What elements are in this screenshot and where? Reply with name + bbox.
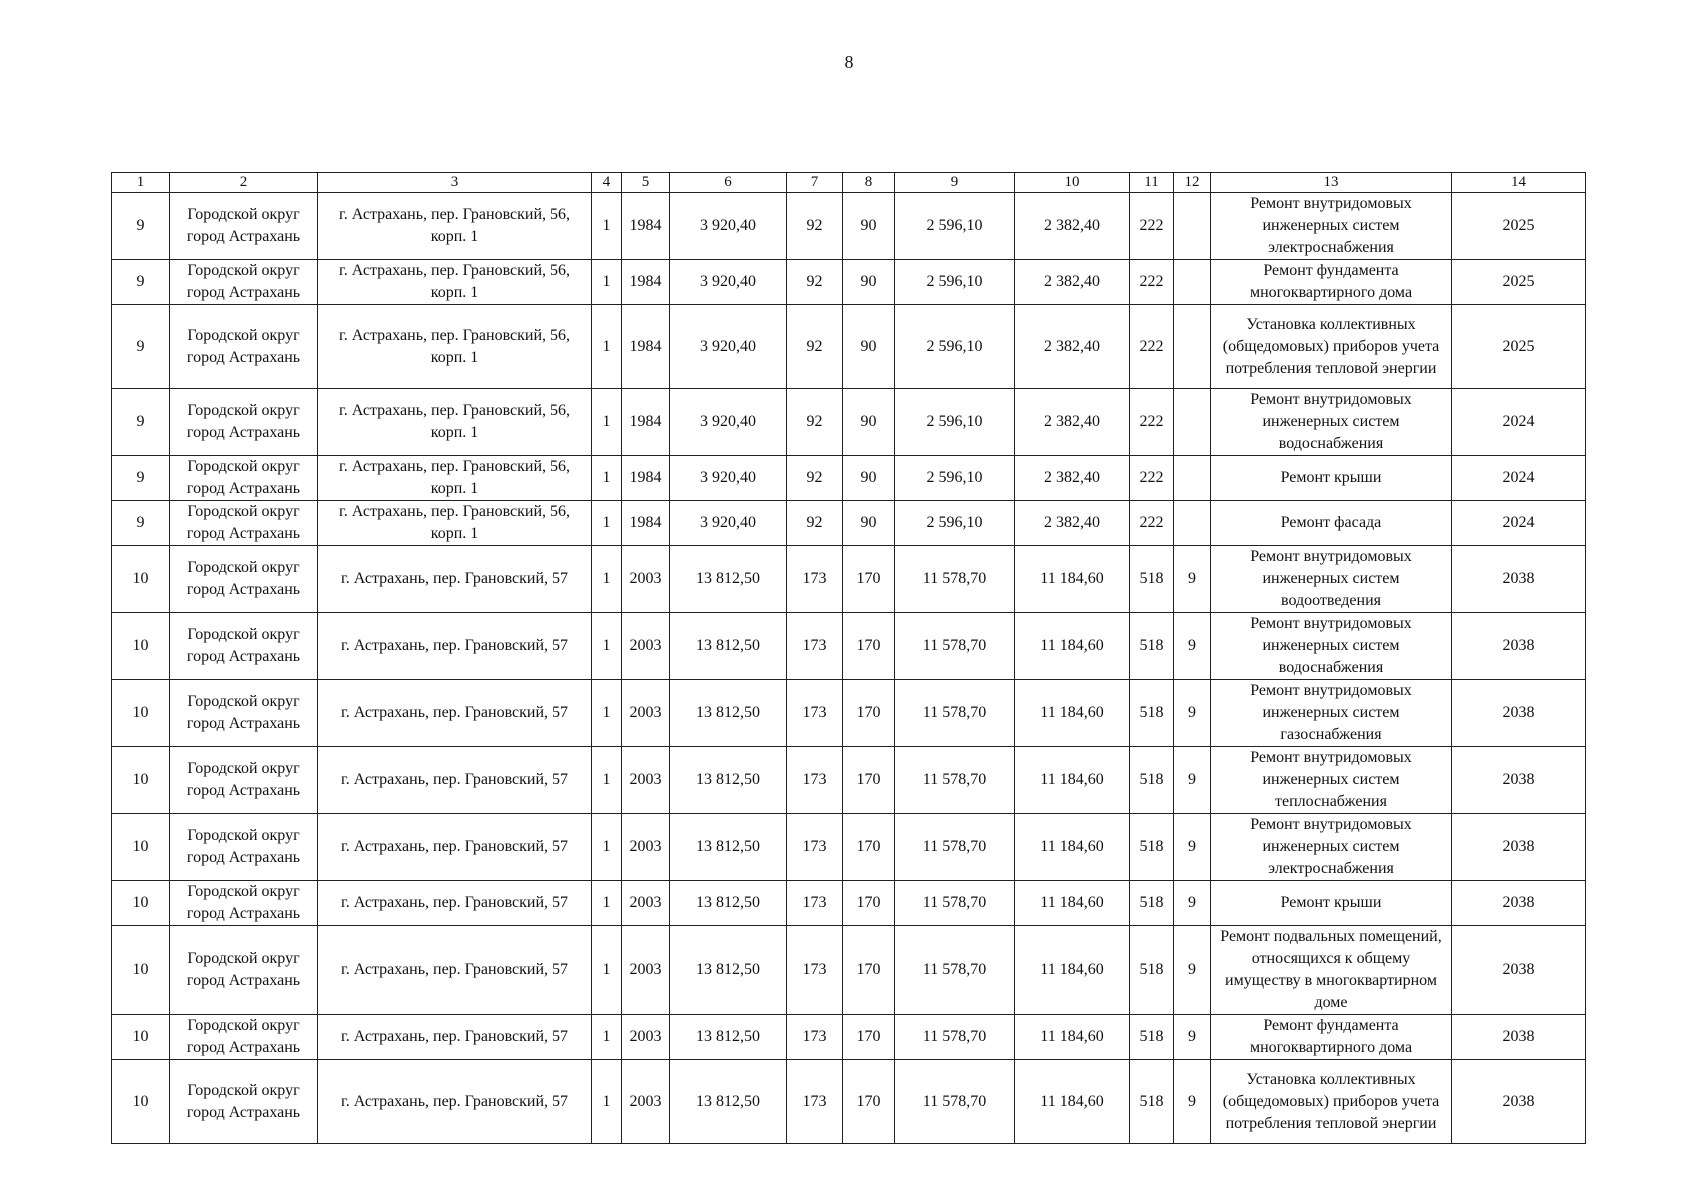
- col-7-cell: 173: [787, 881, 843, 926]
- object-number-cell: 10: [112, 613, 170, 680]
- municipality-cell: Городской округ город Астрахань: [170, 193, 318, 260]
- col-9-cell: 2 596,10: [895, 389, 1015, 456]
- col-9-cell: 11 578,70: [895, 680, 1015, 747]
- col-8-cell: 90: [843, 260, 895, 305]
- col-8-cell: 90: [843, 305, 895, 389]
- address-cell: г. Астрахань, пер. Грановский, 57: [318, 1060, 592, 1144]
- work-type-cell: Ремонт внутридомовых инженерных систем водоснабжения: [1211, 389, 1452, 456]
- municipality-cell: Городской округ город Астрахань: [170, 747, 318, 814]
- residents-cell: 222: [1130, 456, 1174, 501]
- municipality-cell: Городской округ город Астрахань: [170, 456, 318, 501]
- municipality-cell: Городской округ город Астрахань: [170, 305, 318, 389]
- column-header-4: 4: [592, 173, 622, 193]
- municipality-cell: Городской округ город Астрахань: [170, 881, 318, 926]
- col-4-cell: 1: [592, 305, 622, 389]
- col-9-cell: 2 596,10: [895, 260, 1015, 305]
- address-cell: г. Астрахань, пер. Грановский, 57: [318, 1015, 592, 1060]
- year-built-cell: 1984: [622, 193, 670, 260]
- planned-year-cell: 2038: [1452, 680, 1586, 747]
- table-row: [112, 814, 1586, 881]
- col-8-cell: 170: [843, 747, 895, 814]
- column-header-1: 1: [112, 173, 170, 193]
- col-12-cell: [1174, 260, 1211, 305]
- total-area-cell: 3 920,40: [670, 305, 787, 389]
- object-number-cell: 9: [112, 305, 170, 389]
- work-type-cell: Ремонт фундамента многоквартирного дома: [1211, 1015, 1452, 1060]
- work-type-cell: Ремонт подвальных помещений, относящихся к общему имуществу в многоквартирном доме: [1211, 926, 1452, 1015]
- municipality-cell: Городской округ город Астрахань: [170, 1015, 318, 1060]
- column-header-3: 3: [318, 173, 592, 193]
- planned-year-cell: 2038: [1452, 881, 1586, 926]
- address-cell: г. Астрахань, пер. Грановский, 56, корп. 1: [318, 260, 592, 305]
- planned-year-cell: 2038: [1452, 613, 1586, 680]
- col-10-cell: 11 184,60: [1015, 1060, 1130, 1144]
- col-4-cell: 1: [592, 260, 622, 305]
- col-12-cell: 9: [1174, 747, 1211, 814]
- col-12-cell: 9: [1174, 680, 1211, 747]
- municipality-cell: Городской округ город Астрахань: [170, 260, 318, 305]
- object-number-cell: 9: [112, 193, 170, 260]
- col-8-cell: 170: [843, 546, 895, 613]
- object-number-cell: 9: [112, 260, 170, 305]
- col-10-cell: 2 382,40: [1015, 260, 1130, 305]
- column-header-2: 2: [170, 173, 318, 193]
- work-type-cell: Установка коллективных (общедомовых) приборов учета потребления тепловой энергии: [1211, 305, 1452, 389]
- object-number-cell: 10: [112, 926, 170, 1015]
- address-cell: г. Астрахань, пер. Грановский, 57: [318, 747, 592, 814]
- year-built-cell: 2003: [622, 613, 670, 680]
- planned-year-cell: 2024: [1452, 456, 1586, 501]
- address-cell: г. Астрахань, пер. Грановский, 56, корп. 1: [318, 389, 592, 456]
- col-8-cell: 170: [843, 1015, 895, 1060]
- work-type-cell: Ремонт фасада: [1211, 501, 1452, 546]
- address-cell: г. Астрахань, пер. Грановский, 57: [318, 881, 592, 926]
- col-4-cell: 1: [592, 546, 622, 613]
- address-cell: г. Астрахань, пер. Грановский, 57: [318, 546, 592, 613]
- table-row: [112, 613, 1586, 680]
- year-built-cell: 2003: [622, 1015, 670, 1060]
- table-row: [112, 546, 1586, 613]
- total-area-cell: 3 920,40: [670, 193, 787, 260]
- col-7-cell: 173: [787, 1015, 843, 1060]
- planned-year-cell: 2038: [1452, 814, 1586, 881]
- col-10-cell: 2 382,40: [1015, 305, 1130, 389]
- col-12-cell: [1174, 193, 1211, 260]
- year-built-cell: 2003: [622, 546, 670, 613]
- table-row: [112, 456, 1586, 501]
- col-4-cell: 1: [592, 747, 622, 814]
- residents-cell: 518: [1130, 747, 1174, 814]
- residents-cell: 518: [1130, 680, 1174, 747]
- address-cell: г. Астрахань, пер. Грановский, 56, корп. 1: [318, 305, 592, 389]
- col-12-cell: [1174, 305, 1211, 389]
- address-cell: г. Астрахань, пер. Грановский, 56, корп. 1: [318, 501, 592, 546]
- column-header-12: 12: [1174, 173, 1211, 193]
- total-area-cell: 13 812,50: [670, 926, 787, 1015]
- column-header-13: 13: [1211, 173, 1452, 193]
- column-header-14: 14: [1452, 173, 1586, 193]
- object-number-cell: 10: [112, 546, 170, 613]
- col-12-cell: 9: [1174, 613, 1211, 680]
- municipality-cell: Городской округ город Астрахань: [170, 680, 318, 747]
- table-row: [112, 881, 1586, 926]
- year-built-cell: 2003: [622, 814, 670, 881]
- col-7-cell: 92: [787, 501, 843, 546]
- col-7-cell: 173: [787, 814, 843, 881]
- object-number-cell: 10: [112, 814, 170, 881]
- residents-cell: 222: [1130, 389, 1174, 456]
- table-row: [112, 260, 1586, 305]
- work-type-cell: Установка коллективных (общедомовых) приборов учета потребления тепловой энергии: [1211, 1060, 1452, 1144]
- year-built-cell: 2003: [622, 680, 670, 747]
- column-header-5: 5: [622, 173, 670, 193]
- total-area-cell: 13 812,50: [670, 613, 787, 680]
- col-9-cell: 11 578,70: [895, 881, 1015, 926]
- col-9-cell: 11 578,70: [895, 613, 1015, 680]
- col-12-cell: 9: [1174, 1015, 1211, 1060]
- col-4-cell: 1: [592, 389, 622, 456]
- table-row: [112, 389, 1586, 456]
- municipality-cell: Городской округ город Астрахань: [170, 814, 318, 881]
- residents-cell: 518: [1130, 1015, 1174, 1060]
- planned-year-cell: 2038: [1452, 747, 1586, 814]
- total-area-cell: 13 812,50: [670, 1015, 787, 1060]
- municipality-cell: Городской округ город Астрахань: [170, 389, 318, 456]
- column-number-row: [112, 173, 1586, 193]
- total-area-cell: 3 920,40: [670, 456, 787, 501]
- column-header-8: 8: [843, 173, 895, 193]
- col-4-cell: 1: [592, 814, 622, 881]
- year-built-cell: 2003: [622, 926, 670, 1015]
- col-9-cell: 2 596,10: [895, 193, 1015, 260]
- col-4-cell: 1: [592, 926, 622, 1015]
- total-area-cell: 3 920,40: [670, 389, 787, 456]
- capital-repair-table: [111, 172, 1586, 1144]
- table-row: [112, 747, 1586, 814]
- col-8-cell: 90: [843, 389, 895, 456]
- object-number-cell: 9: [112, 389, 170, 456]
- page-number: 8: [844, 52, 854, 72]
- object-number-cell: 10: [112, 881, 170, 926]
- column-header-7: 7: [787, 173, 843, 193]
- table-row: [112, 501, 1586, 546]
- object-number-cell: 9: [112, 501, 170, 546]
- col-12-cell: [1174, 456, 1211, 501]
- work-type-cell: Ремонт крыши: [1211, 881, 1452, 926]
- col-7-cell: 173: [787, 747, 843, 814]
- residents-cell: 222: [1130, 260, 1174, 305]
- col-9-cell: 11 578,70: [895, 926, 1015, 1015]
- planned-year-cell: 2038: [1452, 1060, 1586, 1144]
- col-8-cell: 170: [843, 814, 895, 881]
- col-8-cell: 170: [843, 1060, 895, 1144]
- municipality-cell: Городской округ город Астрахань: [170, 613, 318, 680]
- col-7-cell: 173: [787, 680, 843, 747]
- object-number-cell: 10: [112, 1015, 170, 1060]
- col-12-cell: 9: [1174, 881, 1211, 926]
- table-row: [112, 193, 1586, 260]
- planned-year-cell: 2024: [1452, 501, 1586, 546]
- col-7-cell: 92: [787, 456, 843, 501]
- residents-cell: 518: [1130, 546, 1174, 613]
- col-10-cell: 11 184,60: [1015, 814, 1130, 881]
- col-10-cell: 2 382,40: [1015, 501, 1130, 546]
- col-10-cell: 2 382,40: [1015, 389, 1130, 456]
- col-8-cell: 170: [843, 613, 895, 680]
- col-8-cell: 90: [843, 501, 895, 546]
- year-built-cell: 1984: [622, 389, 670, 456]
- col-12-cell: 9: [1174, 814, 1211, 881]
- total-area-cell: 13 812,50: [670, 881, 787, 926]
- col-4-cell: 1: [592, 680, 622, 747]
- year-built-cell: 2003: [622, 747, 670, 814]
- table-row: [112, 1015, 1586, 1060]
- col-8-cell: 90: [843, 456, 895, 501]
- col-9-cell: 2 596,10: [895, 456, 1015, 501]
- municipality-cell: Городской округ город Астрахань: [170, 926, 318, 1015]
- col-9-cell: 11 578,70: [895, 814, 1015, 881]
- year-built-cell: 1984: [622, 305, 670, 389]
- residents-cell: 518: [1130, 814, 1174, 881]
- residents-cell: 222: [1130, 501, 1174, 546]
- municipality-cell: Городской округ город Астрахань: [170, 546, 318, 613]
- work-type-cell: Ремонт внутридомовых инженерных систем водоотведения: [1211, 546, 1452, 613]
- col-4-cell: 1: [592, 1015, 622, 1060]
- total-area-cell: 3 920,40: [670, 260, 787, 305]
- work-type-cell: Ремонт внутридомовых инженерных систем газоснабжения: [1211, 680, 1452, 747]
- planned-year-cell: 2038: [1452, 546, 1586, 613]
- year-built-cell: 2003: [622, 881, 670, 926]
- col-10-cell: 11 184,60: [1015, 747, 1130, 814]
- address-cell: г. Астрахань, пер. Грановский, 57: [318, 613, 592, 680]
- residents-cell: 518: [1130, 1060, 1174, 1144]
- col-7-cell: 173: [787, 613, 843, 680]
- col-10-cell: 11 184,60: [1015, 680, 1130, 747]
- planned-year-cell: 2038: [1452, 1015, 1586, 1060]
- col-9-cell: 11 578,70: [895, 1015, 1015, 1060]
- col-10-cell: 2 382,40: [1015, 193, 1130, 260]
- col-10-cell: 2 382,40: [1015, 456, 1130, 501]
- total-area-cell: 13 812,50: [670, 814, 787, 881]
- address-cell: г. Астрахань, пер. Грановский, 56, корп. 1: [318, 456, 592, 501]
- col-8-cell: 170: [843, 881, 895, 926]
- col-4-cell: 1: [592, 881, 622, 926]
- object-number-cell: 9: [112, 456, 170, 501]
- work-type-cell: Ремонт крыши: [1211, 456, 1452, 501]
- col-7-cell: 92: [787, 389, 843, 456]
- object-number-cell: 10: [112, 680, 170, 747]
- col-10-cell: 11 184,60: [1015, 1015, 1130, 1060]
- address-cell: г. Астрахань, пер. Грановский, 57: [318, 680, 592, 747]
- col-12-cell: [1174, 501, 1211, 546]
- col-10-cell: 11 184,60: [1015, 546, 1130, 613]
- col-8-cell: 90: [843, 193, 895, 260]
- municipality-cell: Городской округ город Астрахань: [170, 1060, 318, 1144]
- address-cell: г. Астрахань, пер. Грановский, 57: [318, 926, 592, 1015]
- work-type-cell: Ремонт внутридомовых инженерных систем теплоснабжения: [1211, 747, 1452, 814]
- col-4-cell: 1: [592, 193, 622, 260]
- total-area-cell: 13 812,50: [670, 546, 787, 613]
- col-7-cell: 173: [787, 926, 843, 1015]
- year-built-cell: 1984: [622, 260, 670, 305]
- municipality-cell: Городской округ город Астрахань: [170, 501, 318, 546]
- address-cell: г. Астрахань, пер. Грановский, 57: [318, 814, 592, 881]
- residents-cell: 518: [1130, 613, 1174, 680]
- total-area-cell: 3 920,40: [670, 501, 787, 546]
- col-12-cell: [1174, 389, 1211, 456]
- object-number-cell: 10: [112, 747, 170, 814]
- col-7-cell: 173: [787, 546, 843, 613]
- work-type-cell: Ремонт внутридомовых инженерных систем электроснабжения: [1211, 814, 1452, 881]
- total-area-cell: 13 812,50: [670, 1060, 787, 1144]
- work-type-cell: Ремонт фундамента многоквартирного дома: [1211, 260, 1452, 305]
- column-header-10: 10: [1015, 173, 1130, 193]
- col-9-cell: 11 578,70: [895, 1060, 1015, 1144]
- col-12-cell: 9: [1174, 1060, 1211, 1144]
- table-row: [112, 1060, 1586, 1144]
- column-header-9: 9: [895, 173, 1015, 193]
- col-9-cell: 2 596,10: [895, 501, 1015, 546]
- column-header-11: 11: [1130, 173, 1174, 193]
- planned-year-cell: 2024: [1452, 389, 1586, 456]
- residents-cell: 222: [1130, 305, 1174, 389]
- col-4-cell: 1: [592, 1060, 622, 1144]
- col-7-cell: 92: [787, 260, 843, 305]
- planned-year-cell: 2025: [1452, 193, 1586, 260]
- work-type-cell: Ремонт внутридомовых инженерных систем электроснабжения: [1211, 193, 1452, 260]
- col-7-cell: 92: [787, 305, 843, 389]
- table-row: [112, 680, 1586, 747]
- residents-cell: 518: [1130, 881, 1174, 926]
- planned-year-cell: 2025: [1452, 305, 1586, 389]
- residents-cell: 518: [1130, 926, 1174, 1015]
- col-10-cell: 11 184,60: [1015, 613, 1130, 680]
- year-built-cell: 2003: [622, 1060, 670, 1144]
- planned-year-cell: 2025: [1452, 260, 1586, 305]
- col-4-cell: 1: [592, 613, 622, 680]
- table-row: [112, 926, 1586, 1015]
- col-10-cell: 11 184,60: [1015, 926, 1130, 1015]
- planned-year-cell: 2038: [1452, 926, 1586, 1015]
- col-12-cell: 9: [1174, 926, 1211, 1015]
- total-area-cell: 13 812,50: [670, 747, 787, 814]
- residents-cell: 222: [1130, 193, 1174, 260]
- col-8-cell: 170: [843, 680, 895, 747]
- col-9-cell: 11 578,70: [895, 747, 1015, 814]
- col-12-cell: 9: [1174, 546, 1211, 613]
- col-9-cell: 2 596,10: [895, 305, 1015, 389]
- col-7-cell: 92: [787, 193, 843, 260]
- work-type-cell: Ремонт внутридомовых инженерных систем водоснабжения: [1211, 613, 1452, 680]
- column-header-6: 6: [670, 173, 787, 193]
- col-10-cell: 11 184,60: [1015, 881, 1130, 926]
- table-row: [112, 305, 1586, 389]
- col-9-cell: 11 578,70: [895, 546, 1015, 613]
- address-cell: г. Астрахань, пер. Грановский, 56, корп. 1: [318, 193, 592, 260]
- year-built-cell: 1984: [622, 456, 670, 501]
- total-area-cell: 13 812,50: [670, 680, 787, 747]
- col-4-cell: 1: [592, 501, 622, 546]
- year-built-cell: 1984: [622, 501, 670, 546]
- col-8-cell: 170: [843, 926, 895, 1015]
- col-7-cell: 173: [787, 1060, 843, 1144]
- object-number-cell: 10: [112, 1060, 170, 1144]
- col-4-cell: 1: [592, 456, 622, 501]
